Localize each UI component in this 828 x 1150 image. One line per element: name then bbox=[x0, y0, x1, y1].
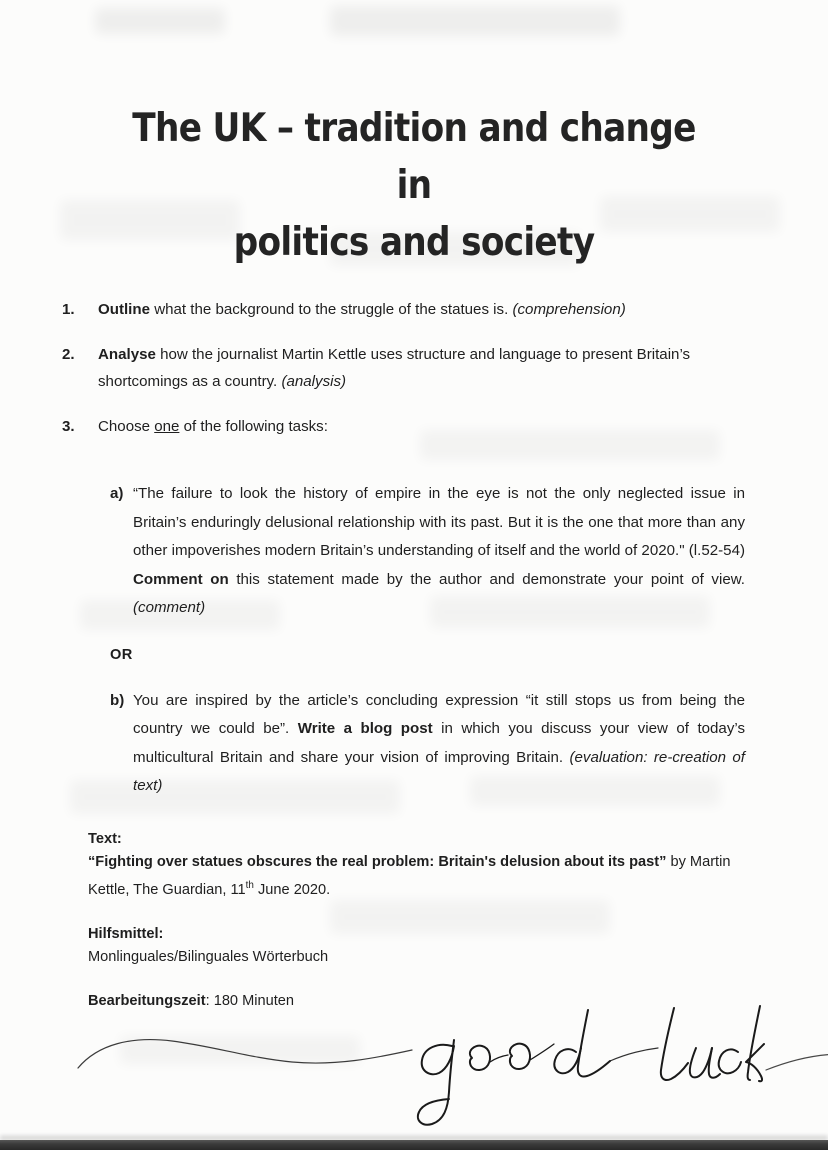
source-byline-before: by Martin Kettle, The Guardian, 11 bbox=[88, 854, 731, 898]
scanner-edge-strip bbox=[0, 1140, 828, 1150]
or-separator: OR bbox=[110, 646, 133, 663]
task-marker: 1. bbox=[62, 301, 75, 318]
task-marker: 3. bbox=[62, 418, 75, 435]
task-list bbox=[0, 296, 828, 801]
aids-label: Hilfsmittel: bbox=[88, 925, 164, 942]
task-item-1 bbox=[0, 296, 828, 323]
task-marker: 2. bbox=[62, 346, 75, 363]
subtask-line-reference: (l.52-54) bbox=[684, 542, 745, 559]
task-operator: Analyse bbox=[98, 346, 156, 363]
page-title-line-2: politics and society bbox=[233, 220, 595, 266]
subtask-marker: a) bbox=[110, 485, 124, 502]
task-skill: (analysis) bbox=[281, 373, 347, 390]
subtask-operator: Write a blog post bbox=[297, 720, 433, 737]
aids-group bbox=[88, 923, 748, 969]
subtask-quote: “The failure to look the history of empire in the eye is not the only neglected issue in Britain’s enduringly delusional relationship with its past. But it is the one that more than any other impoverishes modern Britain’s understanding of itself and the world of 2020." bbox=[133, 485, 745, 559]
scan-bleed-artifact bbox=[330, 6, 620, 36]
task-skill: (comprehension) bbox=[512, 301, 626, 318]
aids-value: Monlinguales/Bilinguales Wörterbuch bbox=[88, 948, 329, 965]
subtask-text-after: in which you discuss your view of today’s multicultural Britain and share your vision of improving Britain. bbox=[133, 720, 745, 766]
source-text-value bbox=[88, 851, 748, 902]
task-item-3 bbox=[0, 413, 828, 440]
task-body bbox=[98, 346, 690, 390]
task-body bbox=[98, 418, 328, 435]
working-time-amount: : 180 Minuten bbox=[205, 992, 295, 1009]
task-operator: Outline bbox=[98, 301, 150, 318]
subtask-body bbox=[133, 485, 745, 616]
source-text-group bbox=[88, 828, 748, 902]
page-title bbox=[129, 100, 699, 271]
subtask-text-before: You are inspired by the article’s concluding expression “it still stops us from being the country we could be”. bbox=[133, 691, 745, 737]
task-text: how the journalist Martin Kettle uses structure and language to present Britain’s shortcomings as a country. bbox=[98, 346, 691, 390]
subtask-operator: Comment on bbox=[133, 570, 229, 588]
subtask-item-b bbox=[0, 687, 828, 801]
task-body bbox=[98, 301, 626, 318]
scan-bleed-artifact bbox=[95, 8, 225, 34]
source-byline-after: June 2020. bbox=[253, 881, 331, 898]
source-article-title: “Fighting over statues obscures the real problem: Britain's delusion about its past” bbox=[88, 854, 667, 870]
subtask-item-a bbox=[0, 480, 828, 623]
handwritten-good-luck-signature bbox=[60, 1000, 780, 1120]
task-emphasis: one bbox=[154, 418, 180, 435]
page-title-line-1: The UK – tradition and change in bbox=[132, 106, 696, 209]
task-text-prefix: Choose bbox=[98, 418, 155, 435]
task-text: what the background to the struggle of the statues is. bbox=[150, 301, 513, 318]
working-time-label: Bearbeitungszeit bbox=[88, 992, 206, 1009]
subtask-skill: (evaluation: re-creation of text) bbox=[133, 748, 745, 794]
source-byline-ordinal: th bbox=[245, 880, 254, 891]
source-text-label: Text: bbox=[88, 831, 122, 847]
subtask-skill: (comment) bbox=[133, 599, 206, 616]
task-text-suffix: of the following tasks: bbox=[179, 418, 328, 435]
task-item-2 bbox=[0, 341, 828, 395]
subtask-text: this statement made by the author and demonstrate your point of view. bbox=[228, 570, 745, 588]
subtask-marker: b) bbox=[110, 691, 125, 709]
subtask-body bbox=[133, 692, 745, 795]
